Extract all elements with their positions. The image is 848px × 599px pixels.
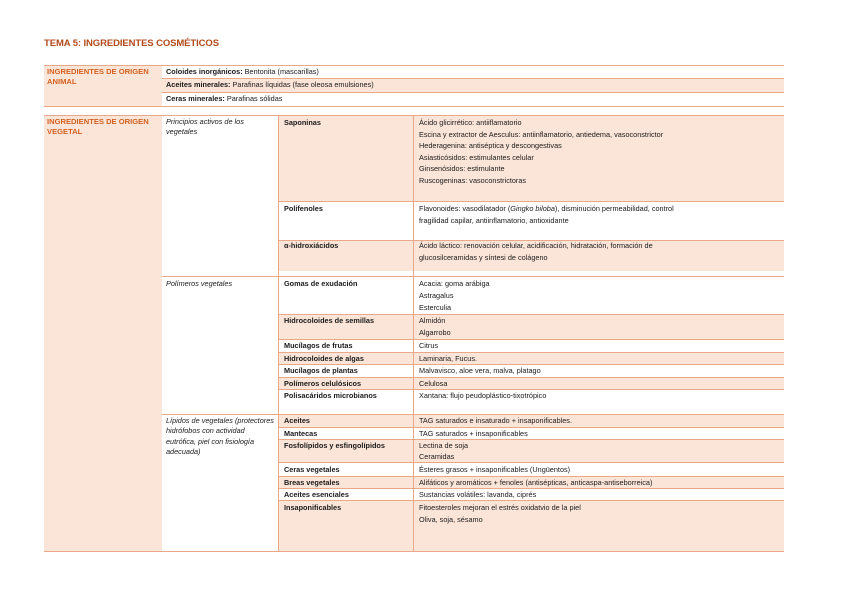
item-desc: Flavonoides: vasodilatador (Gingko biloba), disminución permeabilidad, control fragilidad capilar, antiinflamatorio, antioxidante [419,204,674,225]
item-desc: Lectina de soja Ceramidas [419,441,469,461]
vegetal-category-label: INGREDIENTES DE ORIGEN VEGETAL [47,117,149,136]
item-desc: Laminaria, Fucus. [419,354,477,363]
item-desc: Ácido láctico: renovación celular, acidificación, hidratación, formación de glucosilceramidas y síntesi de colágeno [419,241,653,262]
item-desc: Citrus [419,341,439,350]
item-desc: Ésteres grasos + insaponificables (Ungüentos) [419,465,571,474]
item-desc: Xantana: flujo peudoplástico-tixotrópico [419,391,547,400]
item-desc: Sustancias volátiles: lavanda, ciprés [419,490,537,499]
item-desc: Alifáticos y aromáticos + fenoles (antisépticas, anticaspa-antiseborreica) [419,478,653,487]
item-name: Mucílagos de plantas [284,366,358,375]
item-name: Breas vegetales [284,478,340,487]
item-name: Aceites esenciales [284,490,349,499]
item-name: α-hidroxiácidos [284,241,339,250]
item-desc: TAG saturados + insaponificables [419,429,528,438]
vegetal-category-cell [44,115,162,552]
animal-row: Ceras minerales: Parafinas sólidas [166,94,283,103]
page-title: TEMA 5: INGREDIENTES COSMÉTICOS [44,38,219,49]
item-name: Insaponificables [284,503,342,512]
item-desc: Ácido glicirrético: antiiflamatorio Escina y extractor de Aesculus: antiinflamatorio, antiedema, vasoconstrictor Hederagenina: antiséptica y descongestivas Asiasticósidos: estimulantes celular Ginsenósidos: estimulante Ruscogeninas: vasoconstrictoras [419,118,664,185]
item-name: Hidrocoloides de algas [284,354,364,363]
item-name: Hidrocoloides de semillas [284,316,375,325]
item-name: Mucílagos de frutas [284,341,353,350]
item-name: Polímeros celulósicos [284,379,362,388]
animal-category-cell [44,65,162,106]
group-label: Polímeros vegetales [166,279,233,288]
item-name: Fosfolípidos y esfingolípidos [284,441,385,450]
animal-row: Aceites minerales: Parafinas líquidas (fase oleosa emulsiones) [166,80,374,89]
animal-row: Coloides inorgánicos: Bentonita (mascarillas) [166,67,319,76]
item-name: Aceites [284,416,310,425]
item-desc: Acacia: goma arábiga Astragalus Esterculia [419,279,490,312]
item-name: Polifenoles [284,204,323,213]
item-desc: TAG saturados e insaturado + insaponificables. [419,416,572,425]
item-name: Saponinas [284,118,321,127]
group-label: Lípidos de vegetales (protectores hidrófobos con actividad eutrófica, piel con fisiología adecuada) [166,416,274,456]
item-name: Ceras vegetales [284,465,340,474]
item-desc: Fitoesteroles mejoran el estrés oxidatvio de la piel Oliva, soja, sésamo [419,503,581,524]
group-label: Principios activos de los vegetales [166,117,244,137]
item-name: Gomas de exudación [284,279,358,288]
item-name: Mantecas [284,429,318,438]
item-desc: Celulosa [419,379,448,388]
item-desc: Malvavisco, aloe vera, malva, platago [419,366,541,375]
item-desc: Almidón Algarrobo [419,316,451,337]
animal-category-label: INGREDIENTES DE ORIGEN ANIMAL [47,67,149,86]
item-name: Polisacáridos microbianos [284,391,377,400]
